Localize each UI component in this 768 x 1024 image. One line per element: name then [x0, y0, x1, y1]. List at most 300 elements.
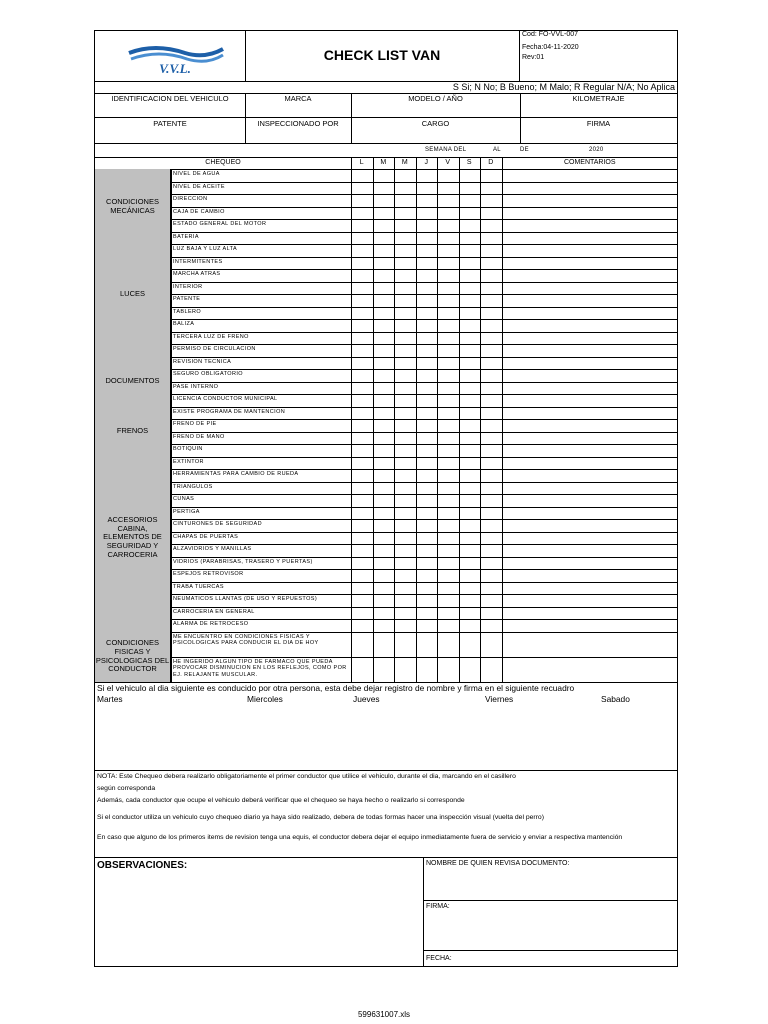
day-check-cell[interactable]: [480, 557, 502, 570]
day-check-cell[interactable]: [416, 394, 438, 407]
day-check-cell[interactable]: [373, 282, 395, 295]
day-check-cell[interactable]: [437, 344, 459, 357]
day-check-cell[interactable]: [480, 169, 502, 182]
day-check-cell[interactable]: [373, 357, 395, 370]
day-check-cell[interactable]: [416, 557, 438, 570]
day-check-cell[interactable]: [373, 607, 395, 620]
day-check-cell[interactable]: [373, 519, 395, 532]
day-check-cell[interactable]: [437, 194, 459, 207]
day-check-cell[interactable]: [373, 582, 395, 595]
day-check-cell[interactable]: [416, 357, 438, 370]
day-check-cell[interactable]: [351, 444, 373, 457]
day-check-cell[interactable]: [394, 432, 416, 445]
day-check-cell[interactable]: [459, 657, 481, 682]
day-check-cell[interactable]: [480, 482, 502, 495]
day-check-cell[interactable]: [459, 432, 481, 445]
comment-cell[interactable]: [503, 194, 678, 207]
comment-cell[interactable]: [503, 444, 678, 457]
day-check-cell[interactable]: [351, 357, 373, 370]
day-check-cell[interactable]: [437, 269, 459, 282]
day-check-cell[interactable]: [351, 194, 373, 207]
day-check-cell[interactable]: [351, 407, 373, 420]
day-check-cell[interactable]: [437, 657, 459, 682]
day-check-cell[interactable]: [437, 482, 459, 495]
day-check-cell[interactable]: [373, 219, 395, 232]
day-check-cell[interactable]: [416, 382, 438, 395]
day-check-cell[interactable]: [480, 282, 502, 295]
day-check-cell[interactable]: [416, 294, 438, 307]
day-check-cell[interactable]: [416, 432, 438, 445]
day-check-cell[interactable]: [373, 269, 395, 282]
day-check-cell[interactable]: [351, 532, 373, 545]
day-check-cell[interactable]: [351, 419, 373, 432]
comment-cell[interactable]: [503, 419, 678, 432]
day-check-cell[interactable]: [394, 307, 416, 320]
day-check-cell[interactable]: [394, 457, 416, 470]
day-check-cell[interactable]: [416, 182, 438, 195]
day-check-cell[interactable]: [394, 419, 416, 432]
day-check-cell[interactable]: [394, 657, 416, 682]
comment-cell[interactable]: [503, 219, 678, 232]
day-check-cell[interactable]: [373, 407, 395, 420]
comment-cell[interactable]: [503, 269, 678, 282]
day-check-cell[interactable]: [459, 307, 481, 320]
day-check-cell[interactable]: [351, 282, 373, 295]
day-check-cell[interactable]: [416, 207, 438, 220]
day-check-cell[interactable]: [394, 294, 416, 307]
comment-cell[interactable]: [503, 332, 678, 345]
day-check-cell[interactable]: [480, 569, 502, 582]
day-check-cell[interactable]: [480, 394, 502, 407]
day-check-cell[interactable]: [351, 482, 373, 495]
day-check-cell[interactable]: [373, 319, 395, 332]
day-check-cell[interactable]: [459, 544, 481, 557]
day-check-cell[interactable]: [373, 632, 395, 657]
day-check-cell[interactable]: [480, 607, 502, 620]
day-check-cell[interactable]: [437, 632, 459, 657]
day-check-cell[interactable]: [373, 469, 395, 482]
day-check-cell[interactable]: [437, 419, 459, 432]
comment-cell[interactable]: [503, 619, 678, 632]
comment-cell[interactable]: [503, 557, 678, 570]
day-check-cell[interactable]: [351, 519, 373, 532]
comment-cell[interactable]: [503, 169, 678, 182]
day-check-cell[interactable]: [459, 332, 481, 345]
day-check-cell[interactable]: [373, 344, 395, 357]
day-check-cell[interactable]: [351, 607, 373, 620]
day-check-cell[interactable]: [437, 619, 459, 632]
day-check-cell[interactable]: [480, 344, 502, 357]
day-check-cell[interactable]: [416, 494, 438, 507]
comment-cell[interactable]: [503, 432, 678, 445]
day-check-cell[interactable]: [459, 457, 481, 470]
day-check-cell[interactable]: [351, 307, 373, 320]
day-check-cell[interactable]: [480, 319, 502, 332]
day-check-cell[interactable]: [373, 394, 395, 407]
day-check-cell[interactable]: [459, 194, 481, 207]
comment-cell[interactable]: [503, 344, 678, 357]
day-check-cell[interactable]: [480, 519, 502, 532]
day-check-cell[interactable]: [437, 307, 459, 320]
day-check-cell[interactable]: [480, 244, 502, 257]
day-check-cell[interactable]: [373, 244, 395, 257]
day-check-cell[interactable]: [416, 232, 438, 245]
day-check-cell[interactable]: [480, 307, 502, 320]
day-check-cell[interactable]: [416, 619, 438, 632]
day-check-cell[interactable]: [437, 232, 459, 245]
day-check-cell[interactable]: [394, 619, 416, 632]
day-check-cell[interactable]: [373, 569, 395, 582]
day-check-cell[interactable]: [459, 269, 481, 282]
day-check-cell[interactable]: [394, 632, 416, 657]
day-check-cell[interactable]: [459, 257, 481, 270]
day-check-cell[interactable]: [459, 482, 481, 495]
day-check-cell[interactable]: [480, 419, 502, 432]
day-check-cell[interactable]: [416, 632, 438, 657]
day-check-cell[interactable]: [416, 307, 438, 320]
day-check-cell[interactable]: [459, 607, 481, 620]
day-check-cell[interactable]: [437, 569, 459, 582]
day-check-cell[interactable]: [459, 557, 481, 570]
day-check-cell[interactable]: [459, 169, 481, 182]
day-check-cell[interactable]: [480, 332, 502, 345]
day-check-cell[interactable]: [351, 219, 373, 232]
comment-cell[interactable]: [503, 544, 678, 557]
comment-cell[interactable]: [503, 407, 678, 420]
day-check-cell[interactable]: [351, 557, 373, 570]
day-check-cell[interactable]: [480, 369, 502, 382]
day-check-cell[interactable]: [416, 282, 438, 295]
day-check-cell[interactable]: [394, 469, 416, 482]
comment-cell[interactable]: [503, 357, 678, 370]
day-check-cell[interactable]: [437, 169, 459, 182]
day-check-cell[interactable]: [459, 507, 481, 520]
day-check-cell[interactable]: [480, 507, 502, 520]
day-check-cell[interactable]: [351, 594, 373, 607]
day-check-cell[interactable]: [351, 507, 373, 520]
day-check-cell[interactable]: [373, 294, 395, 307]
day-check-cell[interactable]: [459, 469, 481, 482]
comment-cell[interactable]: [503, 307, 678, 320]
day-check-cell[interactable]: [437, 282, 459, 295]
day-check-cell[interactable]: [437, 582, 459, 595]
day-check-cell[interactable]: [416, 244, 438, 257]
day-check-cell[interactable]: [373, 619, 395, 632]
day-check-cell[interactable]: [459, 532, 481, 545]
day-check-cell[interactable]: [480, 657, 502, 682]
day-check-cell[interactable]: [373, 557, 395, 570]
comment-cell[interactable]: [503, 232, 678, 245]
day-check-cell[interactable]: [394, 394, 416, 407]
day-check-cell[interactable]: [394, 532, 416, 545]
day-check-cell[interactable]: [373, 207, 395, 220]
day-check-cell[interactable]: [437, 332, 459, 345]
day-check-cell[interactable]: [416, 657, 438, 682]
day-check-cell[interactable]: [416, 482, 438, 495]
day-check-cell[interactable]: [416, 594, 438, 607]
day-check-cell[interactable]: [480, 457, 502, 470]
day-check-cell[interactable]: [480, 382, 502, 395]
day-check-cell[interactable]: [351, 494, 373, 507]
day-check-cell[interactable]: [480, 219, 502, 232]
day-check-cell[interactable]: [351, 632, 373, 657]
day-check-cell[interactable]: [351, 657, 373, 682]
day-check-cell[interactable]: [437, 519, 459, 532]
day-check-cell[interactable]: [416, 569, 438, 582]
day-check-cell[interactable]: [437, 257, 459, 270]
day-check-cell[interactable]: [373, 532, 395, 545]
comment-cell[interactable]: [503, 494, 678, 507]
day-check-cell[interactable]: [373, 594, 395, 607]
day-check-cell[interactable]: [437, 207, 459, 220]
day-check-cell[interactable]: [351, 344, 373, 357]
day-check-cell[interactable]: [373, 657, 395, 682]
day-check-cell[interactable]: [416, 532, 438, 545]
day-check-cell[interactable]: [394, 257, 416, 270]
day-check-cell[interactable]: [459, 244, 481, 257]
day-check-cell[interactable]: [437, 532, 459, 545]
day-check-cell[interactable]: [394, 282, 416, 295]
day-check-cell[interactable]: [373, 232, 395, 245]
day-check-cell[interactable]: [459, 344, 481, 357]
day-check-cell[interactable]: [437, 607, 459, 620]
day-check-cell[interactable]: [459, 582, 481, 595]
day-check-cell[interactable]: [373, 194, 395, 207]
day-check-cell[interactable]: [459, 444, 481, 457]
comment-cell[interactable]: [503, 469, 678, 482]
day-check-cell[interactable]: [373, 444, 395, 457]
comment-cell[interactable]: [503, 532, 678, 545]
day-check-cell[interactable]: [437, 294, 459, 307]
day-check-cell[interactable]: [394, 569, 416, 582]
day-check-cell[interactable]: [394, 382, 416, 395]
day-check-cell[interactable]: [394, 494, 416, 507]
day-check-cell[interactable]: [394, 507, 416, 520]
day-check-cell[interactable]: [351, 619, 373, 632]
day-check-cell[interactable]: [459, 182, 481, 195]
comment-cell[interactable]: [503, 657, 678, 682]
day-check-cell[interactable]: [459, 519, 481, 532]
day-check-cell[interactable]: [373, 182, 395, 195]
day-check-cell[interactable]: [351, 207, 373, 220]
comment-cell[interactable]: [503, 457, 678, 470]
day-check-cell[interactable]: [394, 582, 416, 595]
day-check-cell[interactable]: [480, 619, 502, 632]
day-check-cell[interactable]: [459, 207, 481, 220]
day-check-cell[interactable]: [351, 269, 373, 282]
day-check-cell[interactable]: [394, 519, 416, 532]
day-check-cell[interactable]: [437, 394, 459, 407]
day-check-cell[interactable]: [480, 207, 502, 220]
day-check-cell[interactable]: [480, 194, 502, 207]
day-check-cell[interactable]: [373, 257, 395, 270]
day-check-cell[interactable]: [480, 182, 502, 195]
day-check-cell[interactable]: [373, 507, 395, 520]
comment-cell[interactable]: [503, 519, 678, 532]
day-check-cell[interactable]: [373, 419, 395, 432]
comment-cell[interactable]: [503, 569, 678, 582]
day-check-cell[interactable]: [373, 457, 395, 470]
day-check-cell[interactable]: [459, 594, 481, 607]
comment-cell[interactable]: [503, 632, 678, 657]
day-check-cell[interactable]: [351, 319, 373, 332]
comment-cell[interactable]: [503, 607, 678, 620]
day-check-cell[interactable]: [416, 519, 438, 532]
day-check-cell[interactable]: [351, 432, 373, 445]
day-check-cell[interactable]: [351, 569, 373, 582]
day-check-cell[interactable]: [459, 232, 481, 245]
day-check-cell[interactable]: [416, 319, 438, 332]
day-check-cell[interactable]: [437, 469, 459, 482]
day-check-cell[interactable]: [459, 294, 481, 307]
comment-cell[interactable]: [503, 257, 678, 270]
day-check-cell[interactable]: [480, 294, 502, 307]
day-check-cell[interactable]: [373, 494, 395, 507]
day-check-cell[interactable]: [394, 407, 416, 420]
day-check-cell[interactable]: [394, 444, 416, 457]
comment-cell[interactable]: [503, 182, 678, 195]
day-check-cell[interactable]: [459, 319, 481, 332]
day-check-cell[interactable]: [394, 169, 416, 182]
day-check-cell[interactable]: [437, 507, 459, 520]
day-check-cell[interactable]: [394, 232, 416, 245]
comment-cell[interactable]: [503, 382, 678, 395]
day-check-cell[interactable]: [416, 544, 438, 557]
day-check-cell[interactable]: [480, 269, 502, 282]
day-check-cell[interactable]: [394, 544, 416, 557]
day-check-cell[interactable]: [480, 357, 502, 370]
day-check-cell[interactable]: [437, 219, 459, 232]
day-check-cell[interactable]: [416, 407, 438, 420]
day-check-cell[interactable]: [394, 332, 416, 345]
day-check-cell[interactable]: [373, 482, 395, 495]
day-check-cell[interactable]: [437, 357, 459, 370]
day-check-cell[interactable]: [351, 232, 373, 245]
day-check-cell[interactable]: [416, 194, 438, 207]
day-check-cell[interactable]: [373, 307, 395, 320]
day-check-cell[interactable]: [459, 357, 481, 370]
day-check-cell[interactable]: [394, 182, 416, 195]
day-check-cell[interactable]: [416, 582, 438, 595]
day-check-cell[interactable]: [480, 544, 502, 557]
day-check-cell[interactable]: [437, 432, 459, 445]
day-check-cell[interactable]: [437, 369, 459, 382]
day-check-cell[interactable]: [351, 169, 373, 182]
day-check-cell[interactable]: [459, 494, 481, 507]
day-check-cell[interactable]: [437, 244, 459, 257]
day-check-cell[interactable]: [373, 332, 395, 345]
day-check-cell[interactable]: [459, 569, 481, 582]
day-check-cell[interactable]: [373, 544, 395, 557]
comment-cell[interactable]: [503, 582, 678, 595]
day-check-cell[interactable]: [394, 244, 416, 257]
day-check-cell[interactable]: [416, 219, 438, 232]
day-check-cell[interactable]: [437, 444, 459, 457]
day-check-cell[interactable]: [394, 369, 416, 382]
day-check-cell[interactable]: [373, 369, 395, 382]
day-check-cell[interactable]: [394, 269, 416, 282]
day-check-cell[interactable]: [480, 407, 502, 420]
day-check-cell[interactable]: [459, 619, 481, 632]
comment-cell[interactable]: [503, 282, 678, 295]
day-check-cell[interactable]: [351, 369, 373, 382]
day-check-cell[interactable]: [480, 532, 502, 545]
day-check-cell[interactable]: [480, 232, 502, 245]
day-check-cell[interactable]: [416, 269, 438, 282]
day-check-cell[interactable]: [351, 582, 373, 595]
day-check-cell[interactable]: [416, 607, 438, 620]
day-check-cell[interactable]: [416, 257, 438, 270]
day-check-cell[interactable]: [437, 557, 459, 570]
comment-cell[interactable]: [503, 244, 678, 257]
day-check-cell[interactable]: [351, 457, 373, 470]
day-check-cell[interactable]: [394, 207, 416, 220]
day-check-cell[interactable]: [351, 469, 373, 482]
day-check-cell[interactable]: [437, 319, 459, 332]
day-check-cell[interactable]: [480, 469, 502, 482]
comment-cell[interactable]: [503, 482, 678, 495]
day-check-cell[interactable]: [480, 632, 502, 657]
day-check-cell[interactable]: [394, 194, 416, 207]
day-check-cell[interactable]: [459, 419, 481, 432]
day-check-cell[interactable]: [394, 594, 416, 607]
day-check-cell[interactable]: [351, 294, 373, 307]
day-check-cell[interactable]: [480, 494, 502, 507]
day-check-cell[interactable]: [373, 432, 395, 445]
day-check-cell[interactable]: [480, 257, 502, 270]
day-check-cell[interactable]: [351, 382, 373, 395]
day-check-cell[interactable]: [373, 382, 395, 395]
day-check-cell[interactable]: [416, 507, 438, 520]
day-check-cell[interactable]: [373, 169, 395, 182]
comment-cell[interactable]: [503, 207, 678, 220]
day-check-cell[interactable]: [416, 332, 438, 345]
comment-cell[interactable]: [503, 319, 678, 332]
day-check-cell[interactable]: [480, 594, 502, 607]
day-check-cell[interactable]: [437, 407, 459, 420]
day-check-cell[interactable]: [351, 182, 373, 195]
day-check-cell[interactable]: [394, 557, 416, 570]
day-check-cell[interactable]: [351, 394, 373, 407]
day-check-cell[interactable]: [416, 169, 438, 182]
day-check-cell[interactable]: [480, 444, 502, 457]
day-check-cell[interactable]: [351, 257, 373, 270]
day-check-cell[interactable]: [437, 594, 459, 607]
comment-cell[interactable]: [503, 369, 678, 382]
day-check-cell[interactable]: [351, 332, 373, 345]
day-check-cell[interactable]: [480, 432, 502, 445]
day-check-cell[interactable]: [459, 632, 481, 657]
day-check-cell[interactable]: [459, 282, 481, 295]
comment-cell[interactable]: [503, 594, 678, 607]
day-check-cell[interactable]: [394, 357, 416, 370]
day-check-cell[interactable]: [437, 457, 459, 470]
day-check-cell[interactable]: [480, 582, 502, 595]
day-check-cell[interactable]: [437, 494, 459, 507]
day-check-cell[interactable]: [416, 419, 438, 432]
day-check-cell[interactable]: [394, 344, 416, 357]
day-check-cell[interactable]: [351, 544, 373, 557]
day-check-cell[interactable]: [459, 407, 481, 420]
day-check-cell[interactable]: [437, 182, 459, 195]
day-check-cell[interactable]: [459, 219, 481, 232]
day-check-cell[interactable]: [394, 219, 416, 232]
day-check-cell[interactable]: [437, 382, 459, 395]
observaciones-field[interactable]: [95, 873, 423, 966]
day-check-cell[interactable]: [416, 469, 438, 482]
comment-cell[interactable]: [503, 294, 678, 307]
day-check-cell[interactable]: [416, 344, 438, 357]
